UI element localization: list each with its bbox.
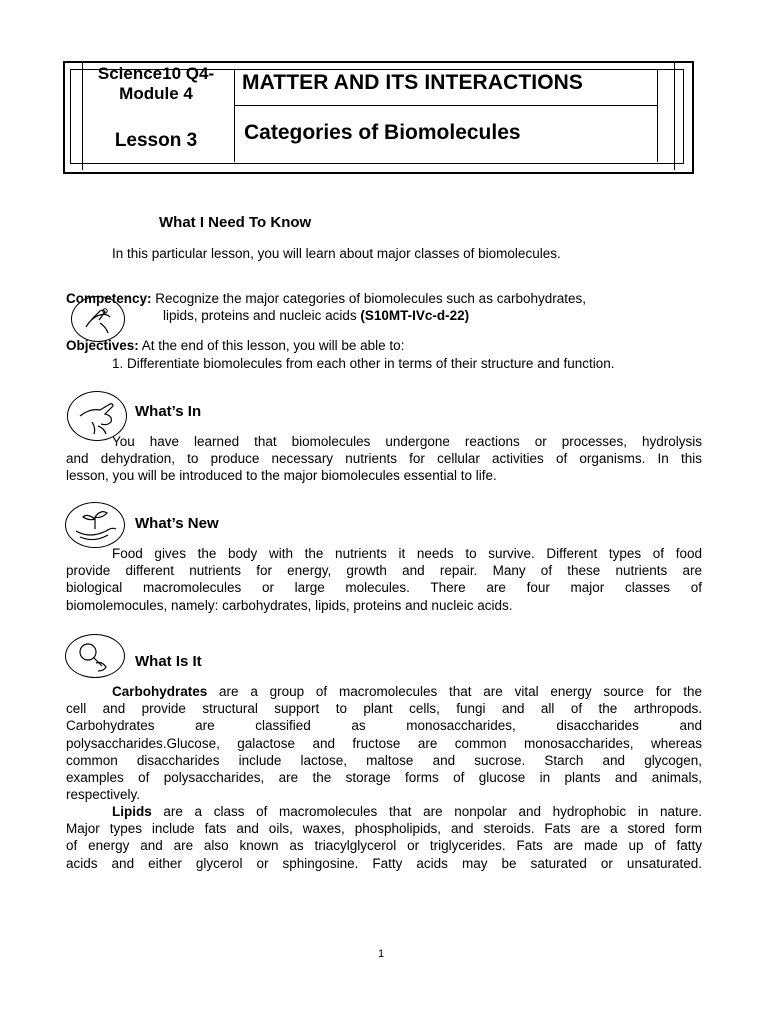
objective-item: 1. Differentiate biomolecules from each other in terms of their structure and function.	[112, 356, 615, 371]
lipid-line-4: acids and either glycerol or sphingosine. Fatty acids may be saturated or unsaturated.	[66, 855, 702, 871]
seedling-hand-icon	[65, 502, 125, 548]
whats-new-line-3: biological macromolecules or large molecules. There are four major classes of	[66, 580, 702, 596]
carb-line-7: respectively.	[66, 787, 141, 803]
whats-new-line-4: biomolemocules, namely: carbohydrates, lipids, proteins and nucleic acids.	[66, 597, 513, 613]
what-is-it-heading: What Is It	[135, 653, 202, 670]
lipids-paragraph	[66, 803, 702, 872]
objectives-label: Objectives:	[66, 338, 139, 353]
whats-new-paragraph	[66, 545, 702, 614]
carb-line-6: examples of polysaccharides, are the storage forms of glucose in plants and animals,	[66, 770, 702, 786]
whats-in-heading: What’s In	[135, 403, 202, 420]
lesson-title: Categories of Biomolecules	[244, 121, 521, 144]
competency-label: Competency:	[66, 291, 152, 306]
carb-line-1-text: are a group of macromolecules that are vital energy source for the	[207, 684, 702, 699]
competency-text-1: Recognize the major categories of biomolecules such as carbohydrates,	[151, 291, 586, 306]
header-right-rule	[657, 69, 658, 162]
lesson-label: Lesson 3	[114, 130, 198, 151]
lipid-line-2: Major types include fats and oils, waxes, phospholipids, and steroids. Fats are a stored form	[66, 821, 702, 837]
objectives-line	[66, 337, 404, 354]
whats-in-line-2: and dehydration, to produce necessary nutrients for cellular activities of organisms. In this	[66, 451, 702, 467]
lipid-line-1-text: are a class of macromolecules that are nonpolar and hydrophobic in nature.	[151, 804, 702, 819]
carb-line-1	[66, 683, 702, 700]
page-title: MATTER AND ITS INTERACTIONS	[242, 71, 584, 94]
carb-line-5: common disaccharides include lactose, maltose and sucrose. Starch and glycogen,	[66, 752, 702, 768]
whats-in-paragraph	[66, 433, 702, 485]
header-divider-vertical	[234, 69, 235, 162]
module-line-2: Module 4	[119, 84, 193, 103]
header-divider-horizontal	[234, 105, 657, 106]
need-to-know-heading: What I Need To Know	[159, 214, 312, 231]
header-right-rule-outer	[674, 63, 675, 170]
module-line-1: Science10 Q4-	[97, 64, 215, 83]
page-number: 1	[378, 948, 385, 960]
whats-new-line-2: provide different nutrients for energy, growth and repair. Many of these nutrients are	[66, 563, 702, 579]
module-label	[82, 64, 230, 104]
carb-term: Carbohydrates	[112, 684, 208, 699]
competency-text-2: lipids, proteins and nucleic acids	[163, 308, 361, 323]
competency-line-2	[163, 307, 469, 324]
magnifying-glass-icon	[65, 634, 125, 678]
competency-line-1	[66, 290, 586, 307]
lipid-line-1	[66, 803, 702, 820]
carb-line-2: cell and provide structural support to plant cells, fungi and all of the arthropods.	[66, 701, 702, 717]
carbohydrates-paragraph	[66, 683, 702, 803]
competency-code: (S10MT-IVc-d-22)	[360, 308, 470, 323]
whats-in-line-1: You have learned that biomolecules undergone reactions or processes, hydrolysis	[112, 434, 702, 449]
lipid-line-3: of energy and are also known as triacylglycerol or triglycerides. Fats are made up of fatty	[66, 838, 702, 854]
lipid-term: Lipids	[112, 804, 152, 819]
carb-line-3: Carbohydrates are classified as monosaccharides, disaccharides and	[66, 718, 702, 734]
whats-new-line-1: Food gives the body with the nutrients it needs to survive. Different types of food	[112, 546, 702, 561]
objectives-text: At the end of this lesson, you will be able to:	[138, 338, 405, 353]
carb-line-4: polysaccharides.Glucose, galactose and fructose are common monosaccharides, whereas	[66, 735, 702, 751]
whats-in-line-3: lesson, you will be introduced to the major biomolecules essential to life.	[66, 468, 497, 484]
whats-new-heading: What’s New	[135, 515, 219, 532]
need-to-know-intro: In this particular lesson, you will learn about major classes of biomolecules.	[112, 246, 561, 261]
